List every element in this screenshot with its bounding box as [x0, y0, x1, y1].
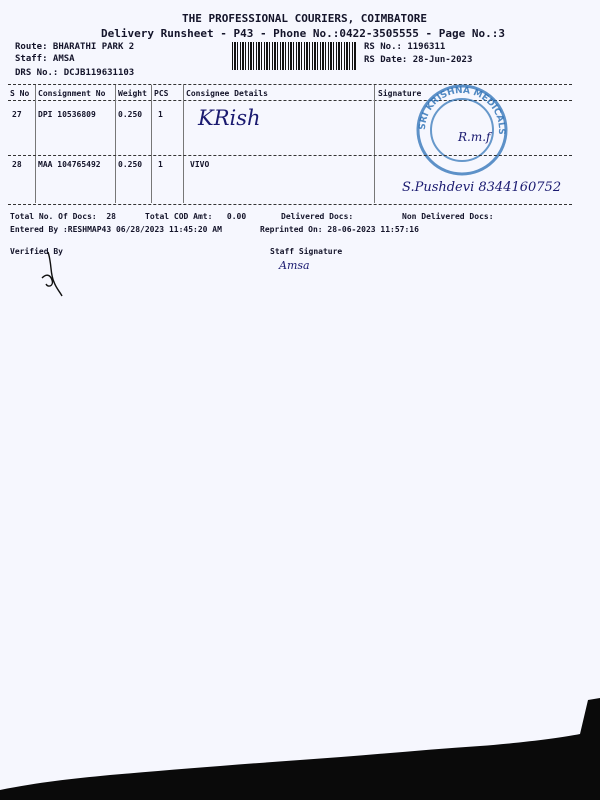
col-header-consignment: Consignment No — [38, 89, 106, 98]
row-28-sno: 28 — [12, 160, 22, 169]
col-header-weight: Weight — [118, 89, 147, 98]
row-28-consignee: VIVO — [190, 160, 210, 169]
row-28-weight: 0.250 — [118, 160, 143, 169]
stamp-text: SRI KRISHNA MEDICALS — [417, 85, 507, 135]
row-27-consignee-handwritten: KRish — [198, 106, 261, 130]
row-27-sno: 27 — [12, 110, 22, 119]
runsheet-subtitle: Delivery Runsheet - P43 - Phone No.:0422-3505555 - Page No.:3 — [101, 27, 505, 40]
rs-date: RS Date: 28-Jun-2023 — [364, 55, 473, 65]
entered-by: Entered By :RESHMAP43 06/28/2023 11:45:20 AM — [10, 225, 222, 234]
row-28-consignment: MAA 104765492 — [38, 160, 101, 169]
row-27-signature-handwritten: R.m.f — [458, 130, 491, 144]
row-27-pcs: 1 — [158, 110, 163, 119]
row-28-pcs: 1 — [158, 160, 163, 169]
drs-number: DRS No.: DCJB119631103 — [15, 68, 135, 78]
verified-by-label: Verified By — [10, 247, 63, 256]
row-27-weight: 0.250 — [118, 110, 143, 119]
total-cod: Total COD Amt: 0.00 — [145, 212, 247, 221]
row-28-signature-handwritten: S.Pushdevi 8344160752 — [402, 180, 562, 195]
document-title: THE PROFESSIONAL COURIERS, COIMBATORE — [182, 12, 428, 25]
non-delivered-docs: Non Delivered Docs: — [402, 212, 494, 221]
staff-signature-label: Staff Signature — [270, 247, 343, 256]
staff-signature-handwritten: Amsa — [279, 259, 310, 272]
route-label: Route: BHARATHI PARK 2 — [15, 42, 135, 52]
delivered-docs: Delivered Docs: — [281, 212, 354, 221]
reprinted-on: Reprinted On: 28-06-2023 11:57:16 — [260, 225, 419, 234]
col-header-sno: S No — [10, 89, 30, 98]
col-header-consignee: Consignee Details — [186, 89, 268, 98]
row-27-consignment: DPI 10536809 — [38, 110, 96, 119]
col-header-pcs: PCS — [154, 89, 169, 98]
total-docs: Total No. Of Docs: 28 — [10, 212, 116, 221]
rs-number: RS No.: 1196311 — [364, 42, 446, 52]
col-header-signature: Signature — [378, 89, 422, 98]
staff-label: Staff: AMSA — [15, 54, 75, 64]
